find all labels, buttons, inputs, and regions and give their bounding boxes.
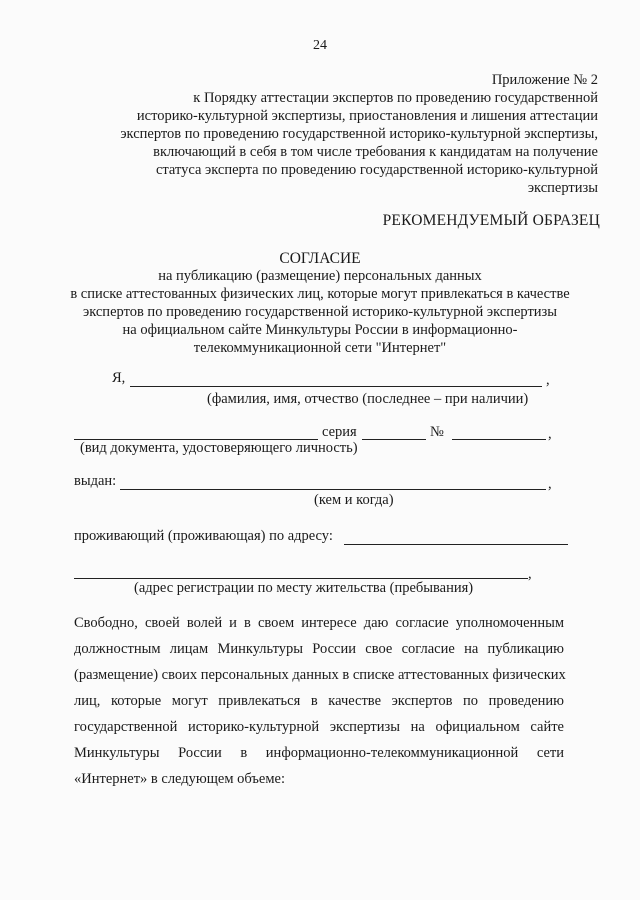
page-number: 24 [313, 38, 327, 53]
appendix-line: экспертизы [527, 180, 598, 196]
paragraph-line: должностным лицам Минкультуры России свое согласие на публикацию [74, 641, 564, 657]
number-field-line[interactable] [452, 439, 546, 440]
consent-subtitle-line: на публикацию (размещение) персональных данных [158, 268, 482, 284]
i-label: Я, [112, 370, 126, 386]
paragraph-line: (размещение) своих персональных данных в списке аттестованных физических [74, 667, 566, 683]
residing-label: проживающий (проживающая) по адресу: [74, 528, 333, 544]
appendix-title: Приложение № 2 [491, 72, 598, 88]
address-field-line-2[interactable] [74, 578, 528, 579]
address-hint: (адрес регистрации по месту жительства (пребывания) [134, 580, 474, 596]
paragraph-line: государственной историко-культурной экспертизы на официальном сайте [74, 719, 564, 735]
fio-hint: (фамилия, имя, отчество (последнее – при наличии) [207, 391, 529, 407]
issued-field-line[interactable] [120, 489, 546, 490]
paragraph-last-line: «Интернет» в следующем объеме: [74, 771, 286, 787]
document-field-comma: , [548, 426, 552, 442]
appendix-line: статуса эксперта по проведению государственной историко-культурной [155, 162, 598, 178]
appendix-line: включающий в себя в том числе требования к кандидатам на получение [153, 144, 598, 160]
recommended-sample-heading: РЕКОМЕНДУЕМЫЙ ОБРАЗЕЦ [382, 212, 600, 229]
consent-subtitle-line: на официальном сайте Минкультуры России в информационно- [122, 322, 518, 338]
consent-subtitle-line: в списке аттестованных физических лиц, которые могут привлекаться в качестве [70, 286, 570, 302]
appendix-line: к Порядку аттестации экспертов по проведению государственной [193, 90, 598, 106]
paragraph-line: лиц, которые могут привлекаться в качестве экспертов по проведению [74, 693, 564, 709]
fio-field-line[interactable] [130, 386, 542, 387]
issued-field-comma: , [548, 476, 552, 492]
issued-hint: (кем и когда) [314, 492, 394, 508]
number-label: № [430, 424, 444, 440]
appendix-line: историко-культурной экспертизы, приостановления и лишения аттестации [136, 108, 598, 124]
paragraph-line: Свободно, своей волей и в своем интересе даю согласие уполномоченным [74, 615, 564, 631]
consent-title: СОГЛАСИЕ [279, 250, 361, 267]
address-field-line-1[interactable] [344, 544, 568, 545]
consent-subtitle-line: экспертов по проведению государственной историко-культурной экспертизы [82, 304, 558, 320]
issued-label: выдан: [74, 473, 117, 489]
series-field-line[interactable] [362, 439, 426, 440]
consent-subtitle-line: телекоммуникационной сети "Интернет" [193, 340, 447, 356]
address-field-comma: , [528, 566, 532, 582]
document-hint: (вид документа, удостоверяющего личность) [80, 440, 358, 456]
fio-field-comma: , [546, 372, 550, 388]
series-label: серия [322, 424, 357, 440]
appendix-line: экспертов по проведению государственной историко-культурной экспертизы, [120, 126, 598, 142]
paragraph-line: Минкультуры России в информационно-телекоммуникационной сети [74, 745, 564, 761]
